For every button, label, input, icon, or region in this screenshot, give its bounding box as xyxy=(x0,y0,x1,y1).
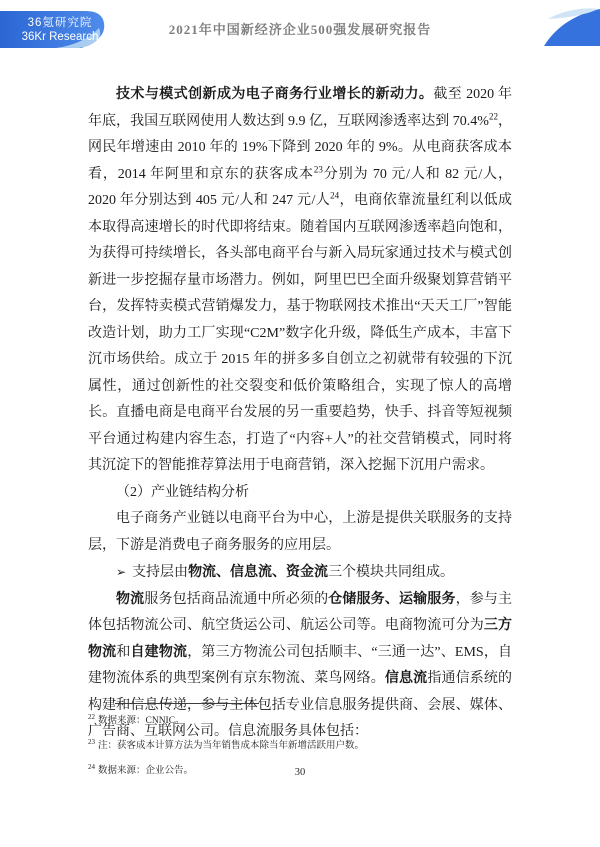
footnote xyxy=(88,709,512,734)
text-segment: 三方物流 xyxy=(88,618,513,660)
paragraph xyxy=(88,82,512,480)
footnote-reference: 24 xyxy=(330,190,340,201)
footnote-text: 数据来源：CNNIC。 xyxy=(98,716,185,726)
text-segment: 信息流 xyxy=(384,671,428,686)
footnote-reference: 23 xyxy=(313,163,323,174)
text-segment: 支持层由 xyxy=(132,565,189,580)
text-segment: （2）产业链结构分析 xyxy=(116,484,249,500)
arrow-bullet-icon: ➢ xyxy=(116,565,127,579)
text-segment: ，第三方物流公司包括顺丰、“三通一达”、EMS，自建物流体系的典型案例有京东物流、菜鸟网络。 xyxy=(88,644,513,686)
bullet-item xyxy=(88,559,512,587)
text-segment: 自建物流 xyxy=(130,644,188,660)
footnote-text: 注：获客成本计算方法为当年销售成本除当年新增活跃用户数。 xyxy=(98,741,365,751)
text-segment: 物流、信息流、资金流 xyxy=(188,565,329,580)
body-text xyxy=(88,82,512,746)
text-segment: ，参与主体包括物流公司、航空货运公司、航运公司等。电商物流可分为 xyxy=(88,591,513,633)
footnote-text: 数据来源：企业公告。 xyxy=(98,766,194,776)
text-segment: ，网民年增速由 2010 年的 19%下降到 2020 年的 9%。从电商获客成本看，2014 年阿里和京东的获客成本 xyxy=(88,113,512,182)
corner-sail-decoration-icon xyxy=(542,6,600,46)
footnote-marker: 22 xyxy=(88,712,95,721)
paragraph xyxy=(88,480,512,507)
text-segment: 仓储服务、运输服务 xyxy=(328,591,456,607)
footnote-separator xyxy=(115,703,259,704)
page-number: 30 xyxy=(294,767,306,778)
text-segment: 分别为 70 元/人和 82 元/人，2020 年分别达到 405 元/人和 247 元/人 xyxy=(88,166,513,208)
text-segment: 技术与模式创新成为电子商务行业增长的新动力。 xyxy=(116,87,434,102)
footnote xyxy=(88,734,512,759)
footnote-marker: 24 xyxy=(88,762,95,771)
text-segment: 和 xyxy=(116,644,131,660)
text-segment: 三个模块共同组成。 xyxy=(328,565,455,580)
text-segment: ，电商依靠流量红利以低成本取得高速增长的时代即将结束。随着国内互联网渗透率趋向饱和，为获得可持续增长，各头部电商平台与新入局玩家通过技术与模式创新进一步挖掘存量市场潜力。例如，阿里巴巴全面升级聚划算营销平台，发挥特卖模式营销爆发力，基于物联网技术推出“天天工厂”智能改造计划，助力工厂实现“C2M”数字化升级，降低生产成本，丰富下沉市场供给。成立于 2015 年的拼多多自创立之初就带有较强的下沉属性，通过创新性的社交裂变和低价策略组合，实现了惊人的高增长。直播电商是电商平台发展的另一重要趋势，快手、抖音等短视频平台通过构建内容生态，打造了“内容+人”的社交营销模式，同时将其沉淀下的智能推荐算法用于电商营销，深入挖掘下沉用户需求。 xyxy=(88,193,513,473)
text-segment: 服务包括商品流通中所必须的 xyxy=(144,591,329,607)
text-segment: 电子商务产业链以电商平台为中心，上游是提供关联服务的支持层，下游是消费电子商务服务的应用层。 xyxy=(88,511,512,553)
text-segment: 截至 2020 年年底，我国互联网使用人数达到 9.9 亿，互联网渗透率达到 70.4% xyxy=(88,87,513,129)
footnote-reference: 22 xyxy=(488,110,498,121)
report-title: 2021年中国新经济企业500强发展研究报告 xyxy=(168,22,432,37)
text-segment: 指通信系统的构建和信息传递，参与主体包括专业信息服务提供商、会展、媒体、广告商、互联网公司。信息流服务具体包括： xyxy=(88,671,513,739)
paragraph xyxy=(88,506,512,559)
logo-name-en: 36Kr Research xyxy=(21,30,99,43)
logo-name-cn: 36氪研究院 xyxy=(27,16,93,29)
footnote-marker: 23 xyxy=(88,737,95,746)
text-segment: 物流 xyxy=(116,591,145,607)
